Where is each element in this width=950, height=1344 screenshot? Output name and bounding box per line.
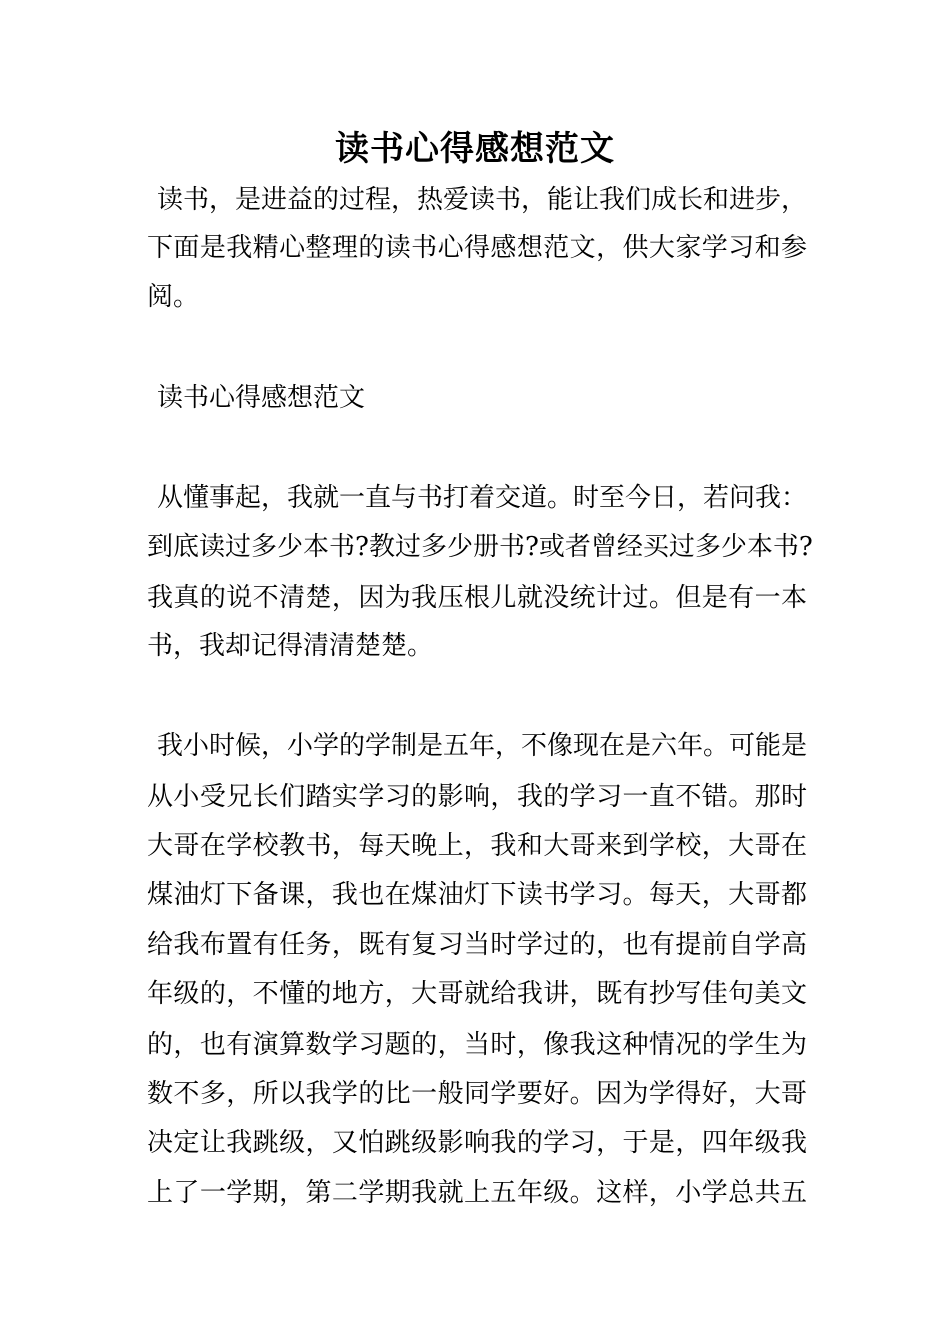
paragraph1-line-3: 我真的说不清楚，因为我压根儿就没统计过。但是有一本 [147,583,807,613]
subheading: 读书心得感想范文 [157,383,366,413]
paragraph2-line-9: 决定让我跳级，又怕跳级影响我的学习，于是，四年级我 [147,1128,807,1158]
paragraph2-line-5: 给我布置有任务，既有复习当时学过的，也有提前自学高 [147,930,807,960]
paragraph2-line-4: 煤油灯下备课，我也在煤油灯下读书学习。每天，大哥都 [147,880,807,910]
paragraph1-line-1: 从懂事起，我就一直与书打着交道。时至今日，若问我： [157,483,808,513]
paragraph2-line-3: 大哥在学校教书，每天晚上，我和大哥来到学校，大哥在 [147,831,807,861]
paragraph2-line-6: 年级的，不懂的地方，大哥就给我讲，既有抄写佳句美文 [147,979,807,1009]
paragraph2-line-7: 的，也有演算数学习题的，当时，像我这种情况的学生为 [147,1030,807,1060]
intro-line-3: 阅。 [147,282,200,312]
paragraph2-line-2: 从小受兄长们踏实学习的影响，我的学习一直不错。那时 [147,782,807,812]
intro-line-2: 下面是我精心整理的读书心得感想范文，供大家学习和参 [147,233,807,263]
intro-line-1: 读书，是进益的过程，热爱读书，能让我们成长和进步， [157,185,808,215]
document-title: 读书心得感想范文 [335,129,615,169]
paragraph2-line-10: 上了一学期，第二学期我就上五年级。这样，小学总共五 [147,1178,807,1208]
paragraph1-line-2: 到底读过多少本书?教过多少册书?或者曾经买过多少本书? [147,532,813,562]
paragraph1-line-4: 书，我却记得清清楚楚。 [147,631,434,661]
paragraph2-line-8: 数不多，所以我学的比一般同学要好。因为学得好，大哥 [147,1079,807,1109]
paragraph2-line-1: 我小时候，小学的学制是五年，不像现在是六年。可能是 [157,731,808,761]
